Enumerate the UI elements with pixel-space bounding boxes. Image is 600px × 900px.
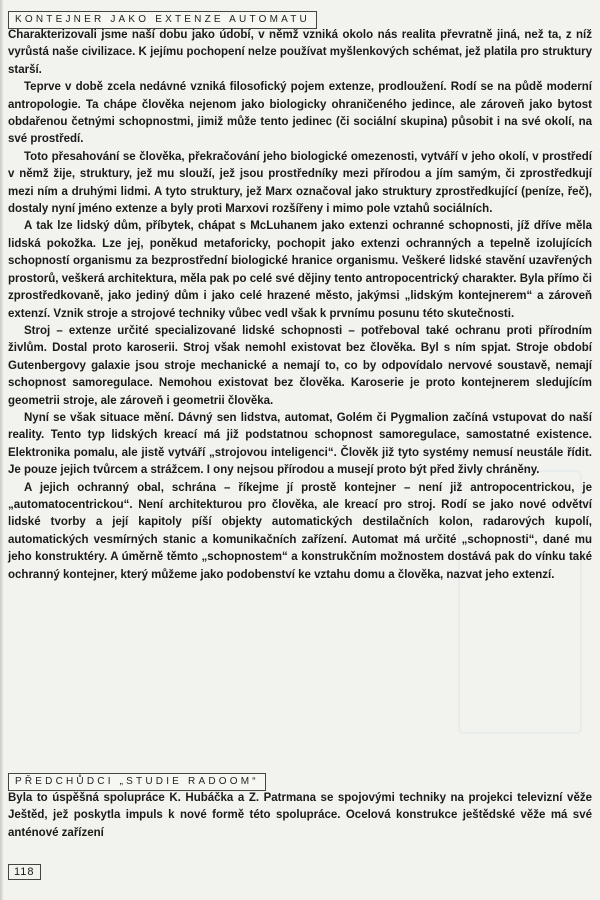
- page-edge-shadow: [0, 0, 4, 900]
- paragraph: Nyní se však situace mění. Dávný sen lidstva, automat, Golém či Pygmalion začíná vstupovat do naší reality. Tento typ lidských kreací má již podstatnou schopnost samoregulace, samostatné existence. Elektronika pomalu, ale jistě vytváří „strojovou inteligenci“. Člověk již tyto systémy nemusí neustále řídit. Je pouze jejich tvůrcem a strážcem. I ony nejsou přírodou a musejí proto být před živly chráněny.: [8, 411, 592, 477]
- paragraph: Stroj – extenze určité specializované lidské schopnosti – potřeboval také ochranu proti přírodním živlům. Dostal proto karoserii. Stroj však nemohl existovat bez člověka. Byl s ním spjat. Stroje období Gutenbergovy galaxie jsou stroje mechanické a nemají to, co by odpovídalo nervové soustavě, nemají schopnost samoregulace. Nemohou existovat bez člověka. Karoserie je proto kontejnerem sledujícím geometrii stroje, ale zároveň i geometrii člověka.: [8, 324, 592, 407]
- section-heading-predecessors: PŘEDCHŮDCI „STUDIE RADOOM“: [8, 773, 266, 791]
- page-number: 118: [8, 864, 41, 880]
- paragraph: A jejich ochranný obal, schrána – říkejme jí prostě kontejner – není již antropocentrickou, je „automatocentrickou“. Není architekturou pro člověka, ale kreací pro stroj. Rodí se jako nové odvětví lidské tvorby a její kapitoly píší objekty automatických destilačních kolon, radarových kupolí, automatických vesmírných stanic a komunikačních zařízení. Automat má určité „schopnosti“, dané mu jeho konstruktéry. A úměrně těmto „schopnostem“ a konstrukčním možnostem dostává pak do vínku také ochranný kontejner, který můžeme jako podobenství ke vztahu domu a člověka, nazvat jeho extenzí.: [8, 481, 592, 581]
- paragraph: A tak lze lidský dům, příbytek, chápat s McLuhanem jako extenzi ochranné schopnosti, jíž dříve měla lidská pokožka. Lze jej, poněkud metaforicky, pochopit jako extenzi ochranných a tepelně izolujících schopností organismu za bezprostřední biologické hranice organismu. Veškeré lidské stavění uzavřených prostorů, veškerá architektura, měla pak po celé své dějiny tento antropocentrický charakter. Byla přímo či zprostředkovaně, jako jediný dům i jako celé hrazené město, jakýmsi „lidským kontejnerem“ a zároveň extenzí. Vznik stroje a strojové techniky vůbec vedl však k prvnímu posunu této skutečnosti.: [8, 220, 592, 320]
- article-body-continued: [8, 790, 592, 842]
- paragraph: Byla to úspěšná spolupráce K. Hubáčka a Z. Patrmana se spojovými techniky na projekci televizní věže Ještěd, jež poskytla impuls k nové formě této spolupráce. Ocelová konstrukce ještědské věže má své anténové zařízení: [8, 792, 592, 839]
- paragraph: Teprve v době zcela nedávné vzniká filosofický pojem extenze, prodloužení. Rodí se na půdě moderní antropologie. Ta chápe člověka nejenom jako biologicky ohraničeného jedince, ale zároveň jako bytost obdařenou četnými schopnostmi, jimiž může tento jedinec (či sociální skupina) působit i na své okolí, na své prostředí.: [8, 81, 592, 146]
- paragraph: Charakterizovali jsme naší dobu jako údobí, v němž vzniká okolo nás realita převratně jiná, než ta, z níž vyrůstá naše civilizace. K jejímu pochopení nelze používat myšlenkových schémat, jež platila pro struktury starší.: [8, 29, 592, 76]
- paragraph: Toto přesahování se člověka, překračování jeho biologické omezenosti, vytváří v jeho okolí, v prostředí v němž žije, struktury, jež mu slouží, jež jsou prostředníky mezi přírodou a jím samým, či zprostředkují mezi ním a druhými lidmi. A tyto struktury, jež Marx označoval jako struktury zprostředkující (peníze, řeč), dostaly nyní jméno extenze a byly proti Marxovi rozšířeny i mimo pole vztahů sociálních.: [8, 150, 592, 216]
- section-heading-container-extension: KONTEJNER JAKO EXTENZE AUTOMATU: [8, 11, 317, 29]
- article-body: [8, 27, 592, 584]
